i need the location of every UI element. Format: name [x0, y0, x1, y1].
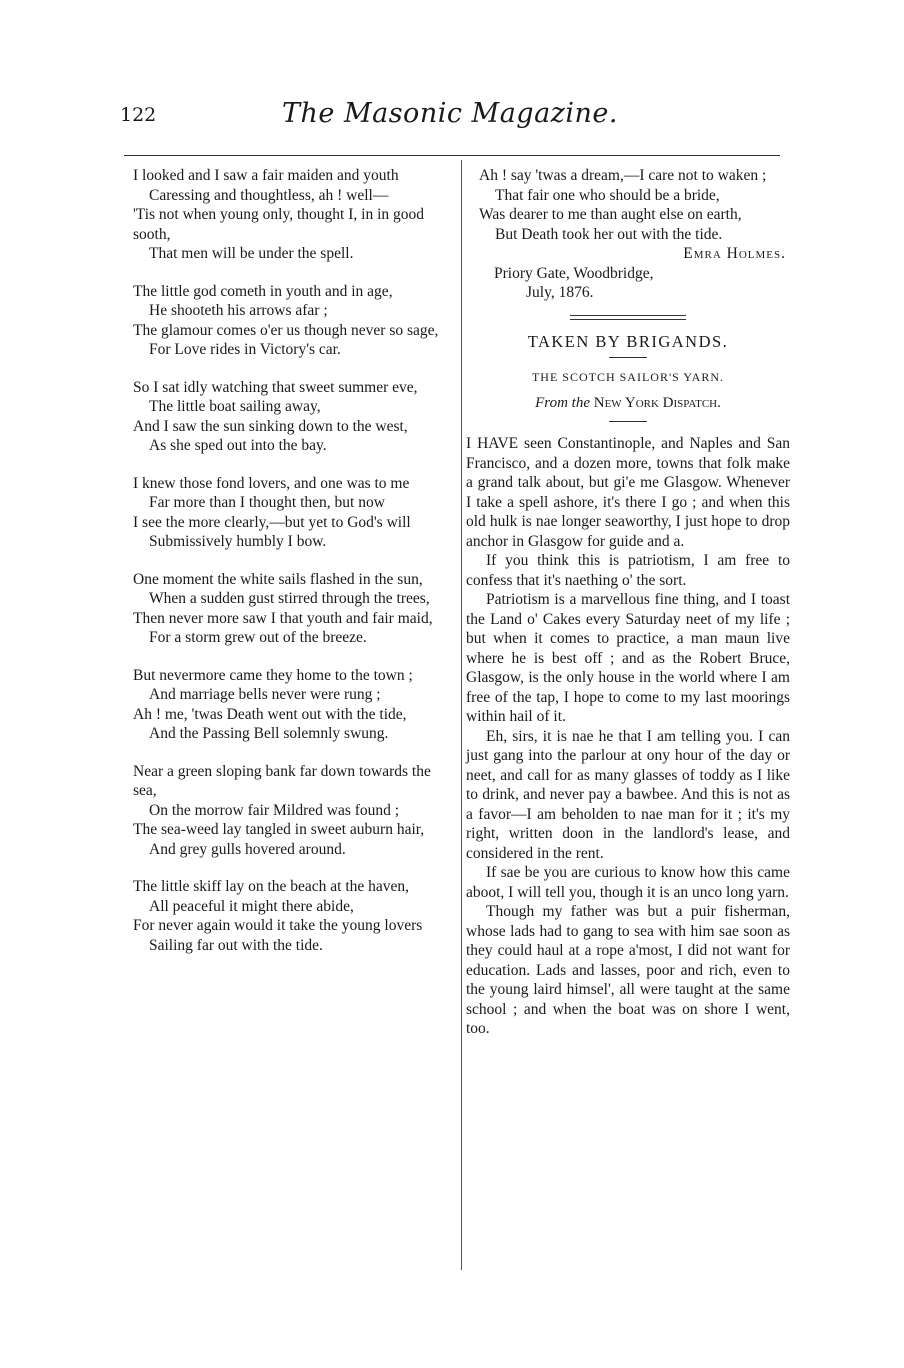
verse-line: When a sudden gust stirred through the trees, — [149, 590, 430, 607]
verse-line: For a storm grew out of the breeze. — [149, 629, 367, 646]
poem-stanza — [120, 474, 455, 552]
short-rule — [609, 357, 647, 358]
article-source — [466, 394, 790, 414]
verse-line: And marriage bells never were rung ; — [149, 686, 381, 703]
verse-line: As she sped out into the bay. — [149, 437, 327, 454]
article-paragraph: If sae be you are curious to know how this came aboot, I will tell you, though it is an unco long yarn. — [466, 864, 790, 901]
section-double-rule — [570, 315, 686, 320]
poem-stanza — [120, 762, 455, 860]
verse-line: He shooteth his arrows afar ; — [149, 302, 328, 319]
verse-line: On the morrow fair Mildred was found ; — [149, 801, 400, 819]
verse-line: Near a green sloping bank far down towards the sea, — [133, 762, 431, 799]
verse-line: The little boat sailing away, — [149, 398, 321, 415]
verse-line: Ah ! say 'twas a dream,—I care not to waken ; — [479, 167, 767, 184]
poem-stanza — [120, 378, 455, 456]
verse-line: 'Tis not when young only, thought I, in in good sooth, — [133, 206, 424, 243]
verse-line: The glamour comes o'er us though never so sage, — [133, 321, 439, 339]
verse-line: For Love rides in Victory's car. — [149, 341, 341, 358]
poem-stanza — [120, 570, 455, 648]
magazine-title: The Masonic Magazine. — [282, 98, 618, 129]
verse-line: And I saw the sun sinking down to the west, — [133, 417, 408, 435]
page-number: 122 — [120, 104, 157, 126]
verse-line: All peaceful it might there abide, — [149, 897, 354, 915]
verse-line: But nevermore came they home to the town ; — [133, 666, 413, 684]
article-paragraph: If you think this is patriotism, I am free to confess that it's naething o' the sort. — [466, 552, 790, 589]
verse-line: Then never more saw I that youth and fair maid, — [133, 609, 433, 627]
verse-line: Ah ! me, 'twas Death went out with the tide, — [133, 705, 407, 723]
verse-line: And grey gulls hovered around. — [149, 840, 346, 858]
poem-stanza — [120, 666, 455, 744]
poem-stanza — [120, 282, 455, 360]
verse-line: Submissively humbly I bow. — [149, 533, 327, 550]
verse-line: So I sat idly watching that sweet summer eve, — [133, 378, 418, 396]
verse-line: Far more than I thought then, but now — [149, 494, 385, 511]
verse-line: The sea-weed lay tangled in sweet auburn hair, — [133, 821, 425, 838]
page-header — [120, 98, 780, 138]
left-column — [120, 166, 455, 973]
poem-stanza — [120, 166, 455, 264]
source-prefix: From the — [535, 394, 590, 411]
poem-address: Priory Gate, Woodbridge, — [494, 264, 654, 282]
short-rule — [609, 421, 647, 422]
verse-line: The little god cometh in youth and in age, — [133, 282, 393, 300]
article-paragraph: Though my father was but a puir fisherman, whose lads had to gang to sea with him sae soon as they could haul at a rope a'most, I did not want for education. Lads and lasses, poor and rich, even to the young laird himsel', all were taught at the same school ; and when the boat was on shore I went, too. — [466, 903, 790, 1037]
verse-line: That men will be under the spell. — [149, 245, 354, 262]
verse-line: But Death took her out with the tide. — [495, 225, 723, 243]
verse-line: One moment the white sails flashed in the sun, — [133, 570, 423, 588]
poem-stanza — [120, 877, 455, 955]
article-body — [466, 434, 790, 1039]
article-subtitle: THE SCOTCH SAILOR'S YARN. — [531, 370, 725, 384]
verse-line: I knew those fond lovers, and one was to me — [133, 474, 410, 492]
verse-line: That fair one who should be a bride, — [495, 186, 720, 204]
poem-signature: Emra Holmes. — [683, 245, 786, 262]
article-paragraph: I HAVE seen Constantinople, and Naples and San Francisco, and a dozen more, towns that folk make a grand talk about, but gi'e me Glasgow. Whenever I take a spell ashore, it's there I go ; and when this old hulk is nae longer seaworthy, I just hope to drop anchor in Glasgow for guide and a. — [466, 435, 790, 550]
article-title: TAKEN BY BRIGANDS. — [527, 331, 729, 351]
verse-line: I looked and I saw a fair maiden and youth — [133, 167, 399, 184]
verse-line: And the Passing Bell solemnly swung. — [149, 725, 389, 742]
header-rule — [124, 155, 780, 156]
article-paragraph: Patriotism is a marvellous fine thing, and I toast the Land o' Cakes every Saturday neet of my life ; but when it comes to practice, a man maun live where he is best off ; and as the Robert Bruce, Glasgow, is the only house in the world where I am free of the tap, I hope to come to my last moorings within hail of it. — [466, 591, 790, 725]
article-paragraph: Eh, sirs, it is nae he that I am telling you. I can just gang into the parlour at ony hour of the day or neet, and call for as many glasses of toddy as I like to drink, and never pay a bawbee. And this is not as a favor—I am beholden to nae man for it ; it's my right, written doon in the landlord's lease, and considered in the rent. — [466, 727, 790, 862]
column-divider — [461, 160, 462, 1270]
poem-stanza — [466, 166, 790, 244]
verse-line: The little skiff lay on the beach at the haven, — [133, 878, 410, 895]
verse-line: Caressing and thoughtless, ah ! well— — [149, 186, 389, 204]
verse-line: I see the more clearly,—but yet to God's will — [133, 513, 411, 531]
verse-line: Was dearer to me than aught else on earth, — [479, 206, 742, 223]
source-name: New York Dispatch. — [593, 394, 721, 411]
verse-line: Sailing far out with the tide. — [149, 936, 323, 954]
verse-line: For never again would it take the young lovers — [133, 917, 423, 934]
poem-date: July, 1876. — [526, 284, 594, 301]
right-column — [466, 166, 790, 1039]
